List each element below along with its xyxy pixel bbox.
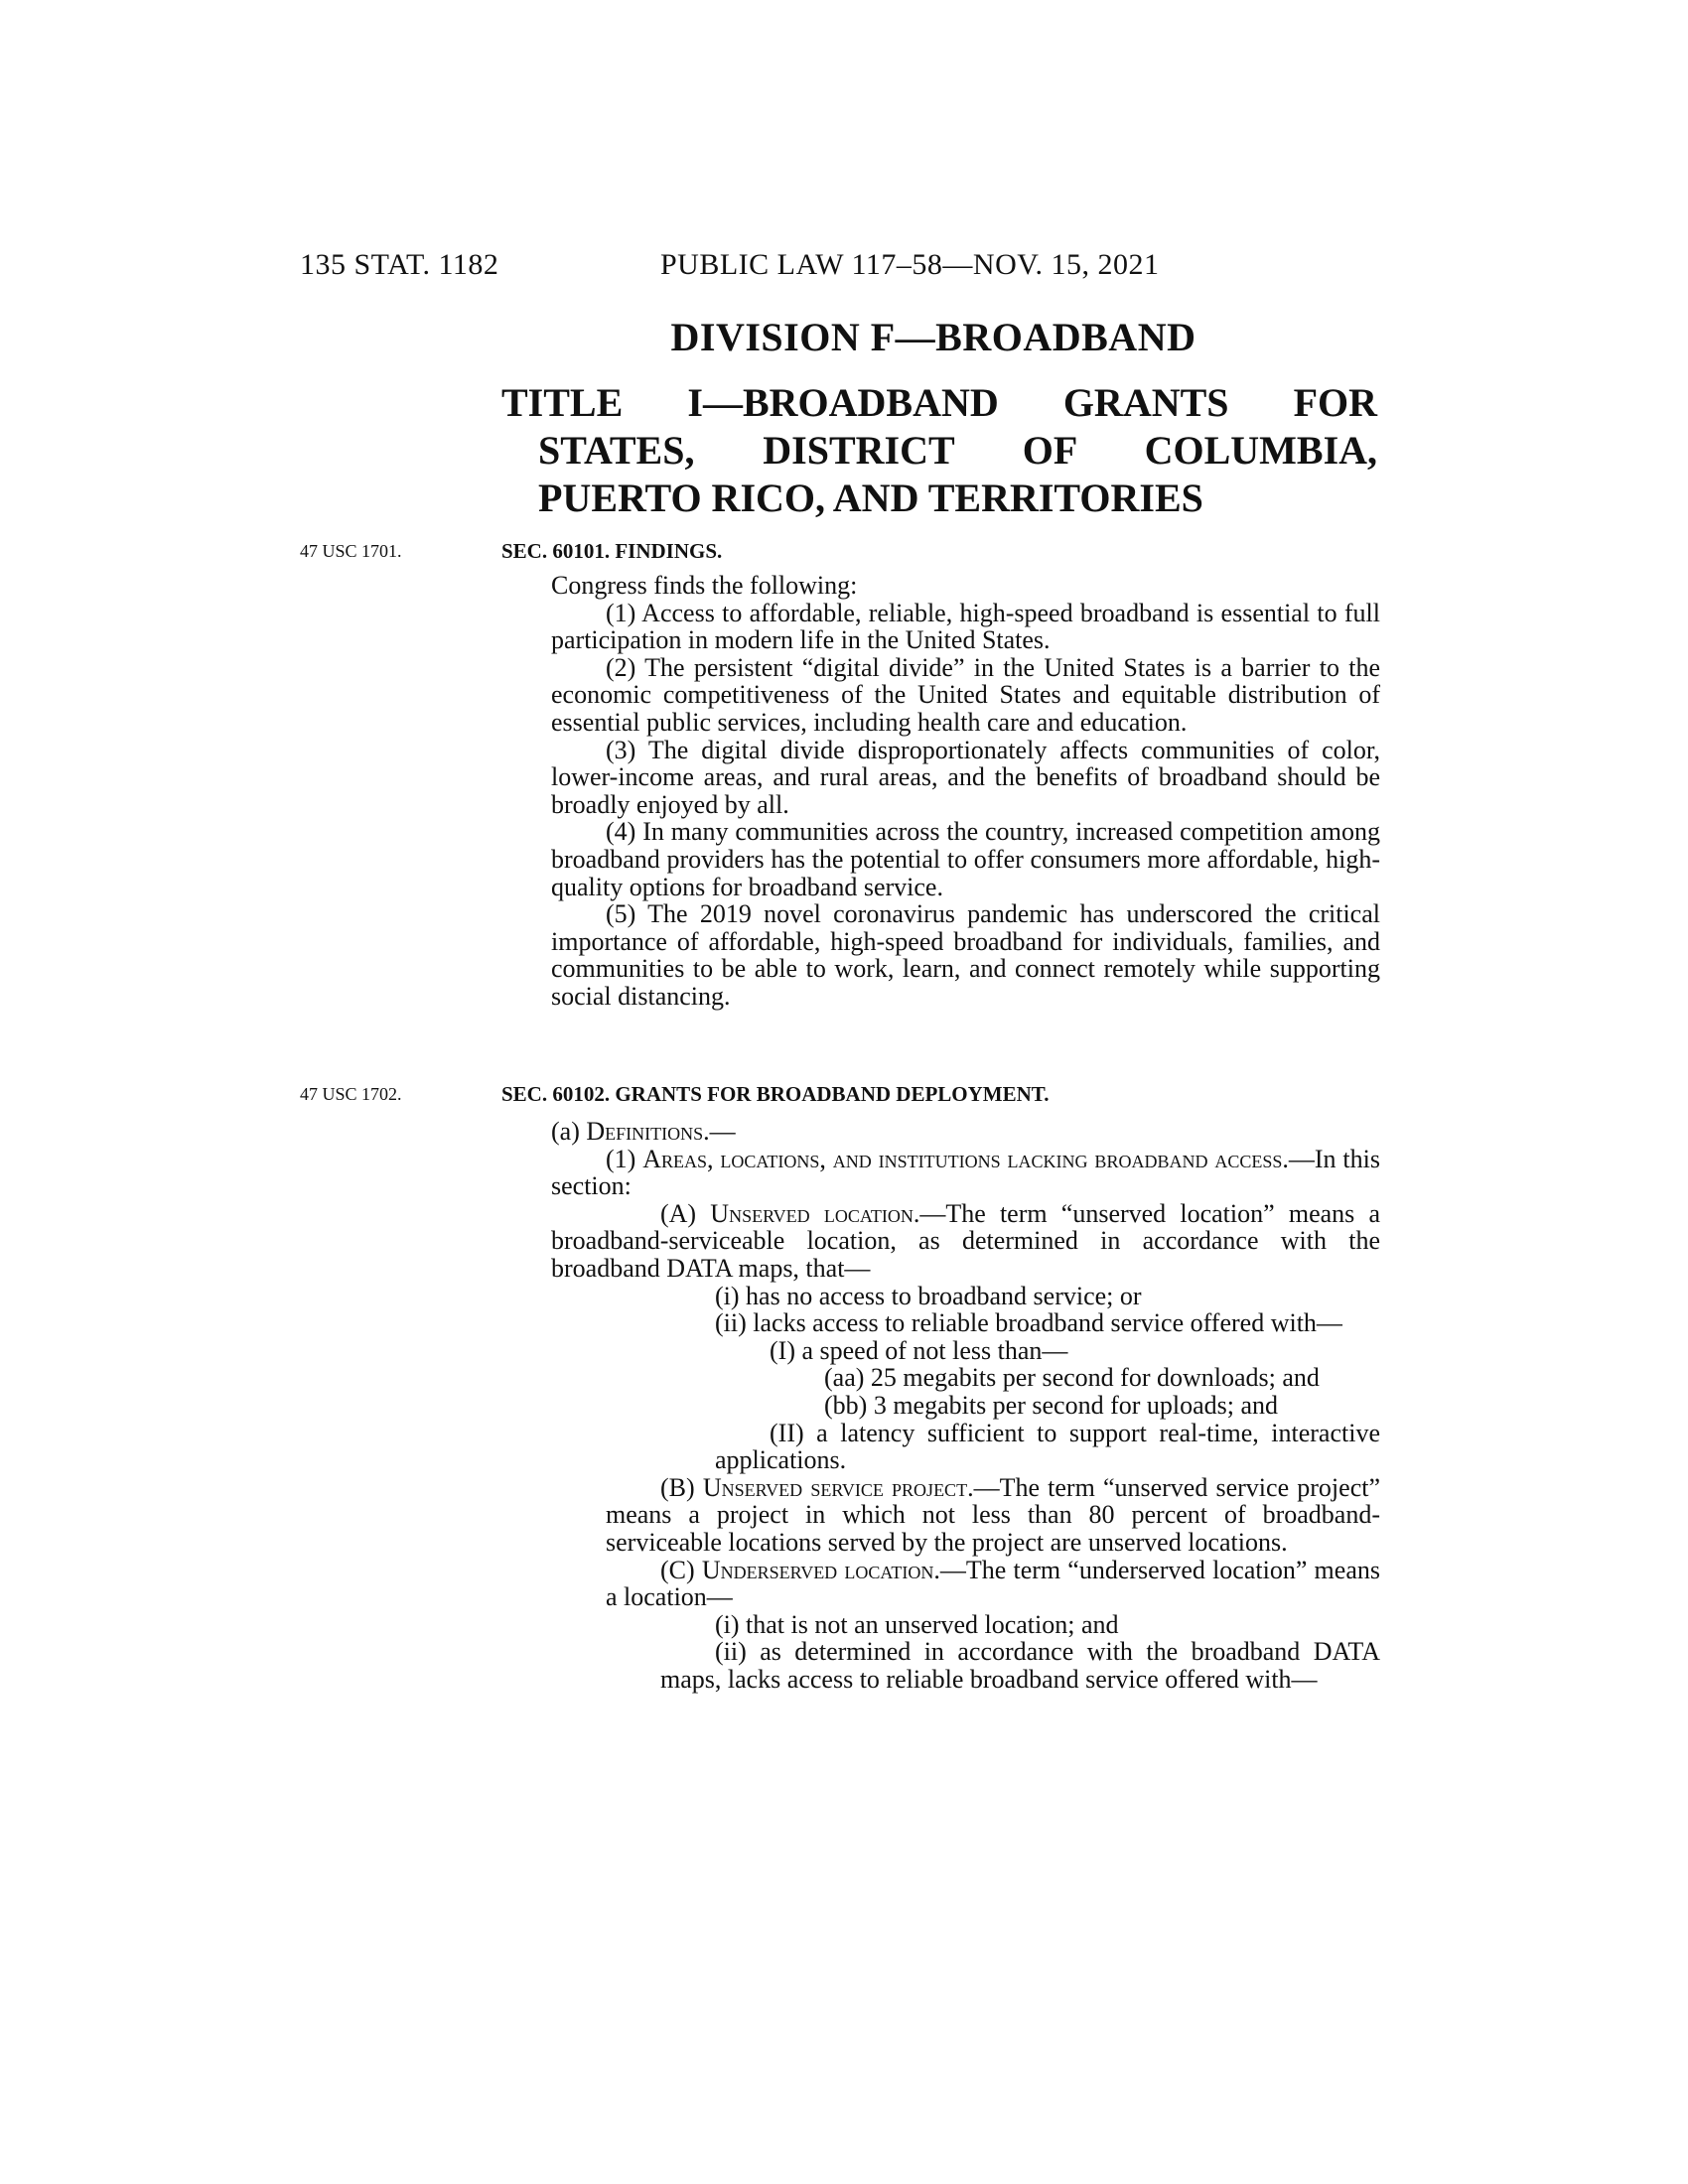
page-law-reference: PUBLIC LAW 117–58—NOV. 15, 2021 [660,248,1160,281]
margin-note-usc-1701: 47 USC 1701. [300,541,402,561]
item-A-aa: (aa) 25 megabits per second for downloads; and [824,1363,1320,1393]
finding-1: (1) Access to affordable, reliable, high-speed broadband is essential to full participation in modern life in the United States. [551,598,1380,655]
grants-body [551,1118,1380,1693]
paragraph-1-areas: (1) Areas, locations, and institutions lacking broadband access.—In this section: [551,1144,1380,1201]
clause-C-ii: (ii) as determined in accordance with the broadband DATA maps, lacks access to reliable broadband service offered with— [660,1637,1380,1694]
findings-body [551,572,1380,1011]
findings-intro: Congress finds the following: [551,571,858,600]
title-word: DISTRICT [763,428,954,473]
subparagraph-C-underserved-location: (C) Underserved location.—The term “underserved location” means a location— [606,1555,1380,1612]
clause-C-i: (i) that is not an unserved location; and [715,1609,1119,1639]
title-word: FOR [1293,380,1378,425]
title-line-3: PUERTO RICO, AND TERRITORIES [538,476,1203,520]
finding-4: (4) In many communities across the country, increased competition among broadband providers has the potential to offer consumers more affordable, high-quality options for broadband service. [551,817,1380,901]
clause-A-ii: (ii) lacks access to reliable broadband service offered with— [715,1308,1342,1338]
title-heading [501,379,1377,522]
clause-A-i: (i) has no access to broadband service; or [715,1281,1142,1310]
title-word: GRANTS [1062,380,1229,425]
title-word: OF [1022,428,1076,473]
title-line-1 [501,379,1377,427]
division-heading: DIVISION F—BROADBAND [670,315,1196,359]
subparagraph-A-unserved-location: (A) Unserved location.—The term “unserved location” means a broadband-serviceable location, as determined in accordance with the broadband DATA maps, that— [551,1198,1381,1283]
subclause-A-II: (II) a latency sufficient to support real-time, interactive applications. [715,1418,1380,1475]
finding-5: (5) The 2019 novel coronavirus pandemic has underscored the critical importance of affordable, high-speed broadband for individuals, families, and communities to be able to work, learn, and connect remotely while supporting social distancing. [551,899,1380,1011]
subclause-A-I: (I) a speed of not less than— [770,1335,1068,1365]
margin-note-usc-1702: 47 USC 1702. [300,1084,402,1104]
subsection-a-definitions: (a) Definitions.— [551,1117,736,1146]
section-heading-60102: SEC. 60102. GRANTS FOR BROADBAND DEPLOYMENT. [501,1082,1050,1106]
title-word: COLUMBIA, [1144,428,1378,473]
item-A-bb: (bb) 3 megabits per second for uploads; and [824,1390,1279,1420]
title-line-2 [501,427,1377,475]
finding-2: (2) The persistent “digital divide” in the United States is a barrier to the economic competitiveness of the United States and equitable distribution of essential public services, including health care and education. [551,652,1380,737]
section-heading-60101: SEC. 60101. FINDINGS. [501,539,723,563]
title-word: I—BROADBAND [687,380,999,425]
page-stat-reference: 135 STAT. 1182 [300,248,499,281]
title-word: STATES, [538,428,695,473]
finding-3: (3) The digital divide disproportionately affects communities of color, lower-income areas, and rural areas, and the benefits of broadband should be broadly enjoyed by all. [551,735,1380,819]
title-word: TITLE [501,380,624,425]
subparagraph-B-unserved-service-project: (B) Unserved service project.—The term “unserved service project” means a project in which not less than 80 percent of broadband-serviceable locations served by the project are unserved locations. [606,1472,1380,1557]
